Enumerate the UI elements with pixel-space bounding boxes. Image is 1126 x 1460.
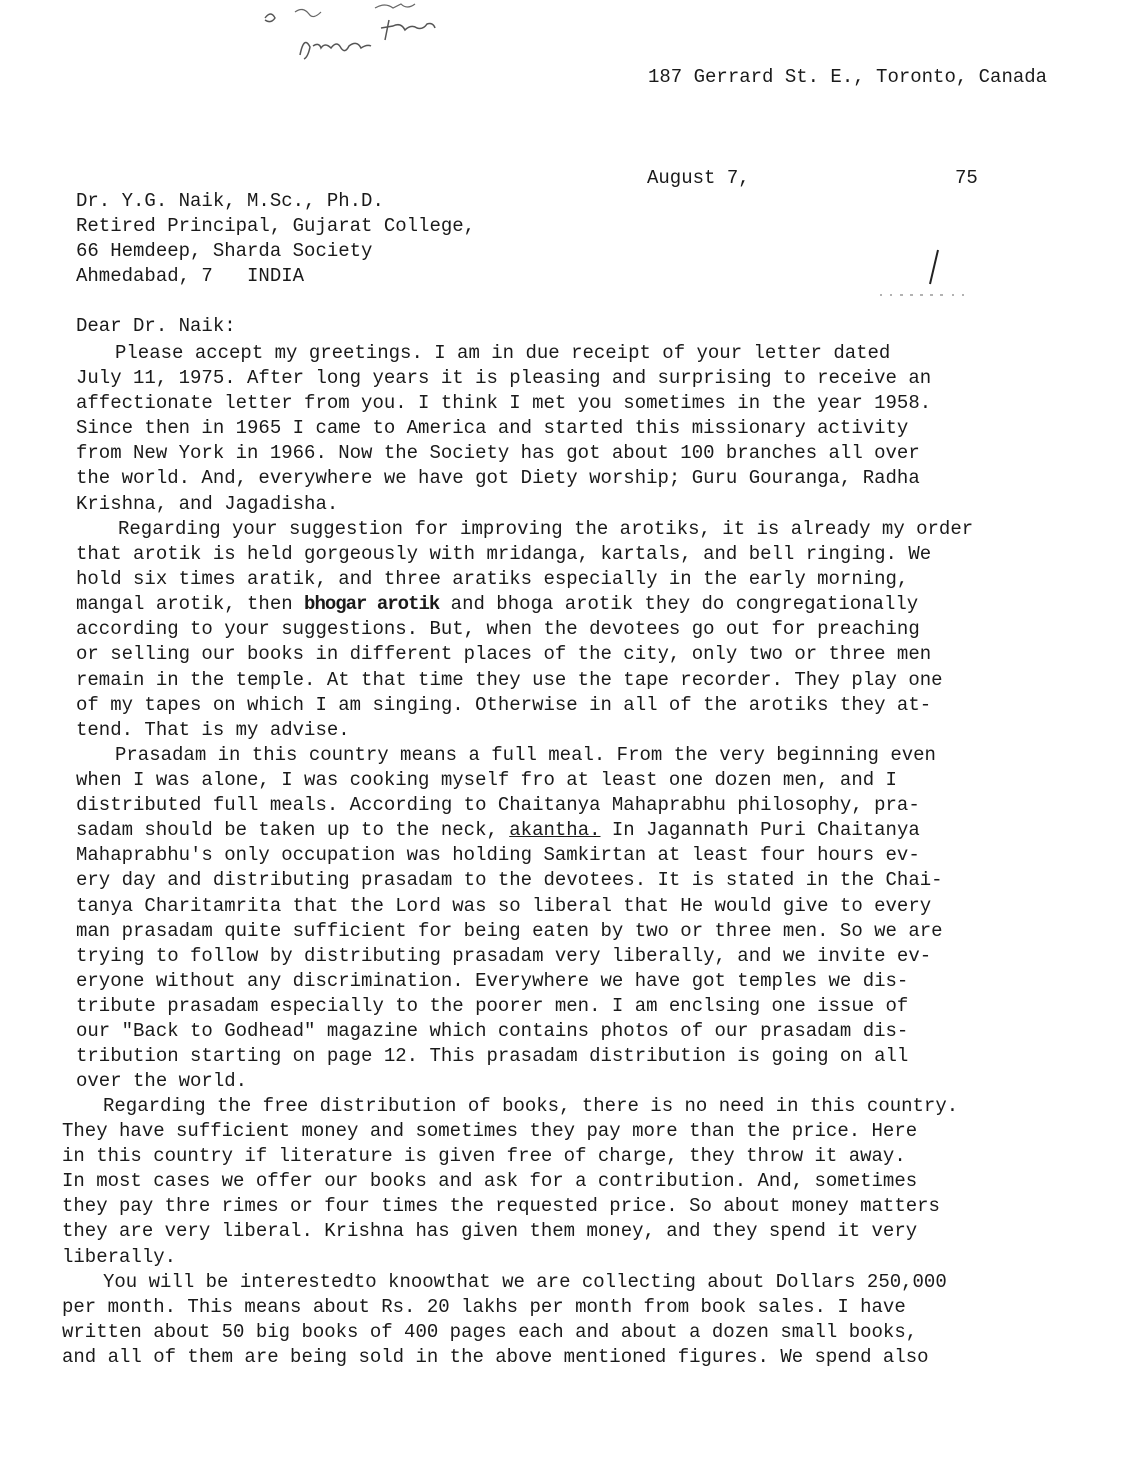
text-segment: sadam should be taken up to the neck, [76,819,510,842]
text-line: They have sufficient money and sometimes they pay more than the price. Here [62,1120,918,1143]
text-line: Please accept my greetings. I am in due receipt of your letter dated [115,342,891,364]
paragraph-prasadam [0,743,1126,1094]
pen-stroke-icon [860,240,980,302]
text-line: that arotik is held gorgeously with mridanga, kartals, and bell ringing. We [76,543,932,566]
text-line: according to your suggestions. But, when the devotees go out for preaching [76,618,920,641]
text-line: per month. This means about Rs. 20 lakhs per month from book sales. I have [62,1296,906,1319]
text-line: eryone without any discrimination. Everywhere we have got temples we dis- [76,969,909,992]
text-line: Krishna, and Jagadisha. [76,492,339,515]
text-line: Regarding the free distribution of books, there is no need in this country. [103,1095,959,1117]
paragraph-arotiks [0,517,1126,743]
text-line: written about 50 big books of 400 pages each and about a dozen small books, [62,1321,918,1344]
text-line: You will be interestedto knoowthat we are collecting about Dollars 250,000 [103,1271,947,1293]
recipient-address [76,189,475,289]
text-line: over the world. [76,1070,248,1093]
text-line: our "Back to Godhead" magazine which contains photos of our prasadam dis- [76,1020,909,1043]
text-line: In most cases we offer our books and ask for a contribution. And, sometimes [62,1170,918,1193]
text-line: trying to follow by distributing prasadam very liberally, and we invite ev- [76,944,932,967]
underlined-term: akantha. [509,819,601,842]
recipient-line: Dr. Y.G. Naik, M.Sc., Ph.D. [76,190,384,212]
text-line: Prasadam in this country means a full meal. From the very beginning even [115,744,936,766]
text-segment: and bhoga arotik they do congregationally [439,593,919,616]
paragraph-collections [0,1270,1126,1370]
text-line: in this country if literature is given free of charge, they throw it away. [62,1145,906,1168]
pen-mark [860,240,980,302]
text-line: distributed full meals. According to Chaitanya Mahaprabhu philosophy, pra- [76,794,920,817]
text-line: and all of them are being sold in the above mentioned figures. We spend also [62,1346,929,1369]
paragraph-books [0,1094,1126,1270]
recipient-line: Retired Principal, Gujarat College, [76,215,476,237]
paragraph-greetings [0,341,1126,517]
salutation: Dear Dr. Naik: [76,315,236,337]
text-line: tanya Charitamrita that the Lord was so liberal that He would give to every [76,894,932,917]
handwritten-scribble-icon [255,0,485,70]
recipient-line: Ahmedabad, 7 INDIA [76,265,305,287]
text-line: tend. That is my advise. [76,718,350,741]
text-line [0,592,1126,617]
text-line: affectionate letter from you. I think I met you sometimes in the year 1958. [76,392,932,415]
text-segment: mangal arotik, then [76,593,305,616]
text-line: from New York in 1966. Now the Society has got about 100 branches all over [76,442,920,465]
letter-date: August 7, [647,167,750,189]
text-line: or selling our books in different places of the city, only two or three men [76,643,932,666]
text-line: Since then in 1965 I came to America and started this missionary activity [76,417,909,440]
text-line: Regarding your suggestion for improving the arotiks, it is already my order [118,518,974,540]
text-line: the world. And, everywhere we have got Diety worship; Guru Gouranga, Radha [76,467,920,490]
text-line: liberally. [62,1245,177,1268]
sender-address: 187 Gerrard St. E., Toronto, Canada [648,66,1048,88]
recipient-line: 66 Hemdeep, Sharda Society [76,240,373,262]
overtyped-text: bhogar arotik [304,593,440,616]
text-line: Mahaprabhu's only occupation was holding Samkirtan at least four hours ev- [76,844,920,867]
text-line: hold six times aratik, and three aratiks especially in the early morning, [76,568,909,591]
text-line: of my tapes on which I am singing. Otherwise in all of the arotiks they at- [76,693,932,716]
text-line [0,818,1126,843]
text-line: they are very liberal. Krishna has given them money, and they spend it very [62,1220,918,1243]
text-line: remain in the temple. At that time they use the tape recorder. They play one [76,668,943,691]
text-line: ery day and distributing prasadam to the devotees. It is stated in the Chai- [76,869,943,892]
text-line: they pay thre rimes or four times the requested price. So about money matters [62,1195,940,1218]
handwritten-note [255,0,485,70]
text-line: tribute prasadam especially to the poorer men. I am enclsing one issue of [76,994,909,1017]
text-line: man prasadam quite sufficient for being eaten by two or three men. So we are [76,919,943,942]
text-segment: In Jagannath Puri Chaitanya [600,819,920,842]
letter-year: 75 [955,167,978,189]
text-line: July 11, 1975. After long years it is pleasing and surprising to receive an [76,367,932,390]
text-line: tribution starting on page 12. This prasadam distribution is going on all [76,1045,909,1068]
text-line: when I was alone, I was cooking myself fro at least one dozen men, and I [76,769,897,792]
